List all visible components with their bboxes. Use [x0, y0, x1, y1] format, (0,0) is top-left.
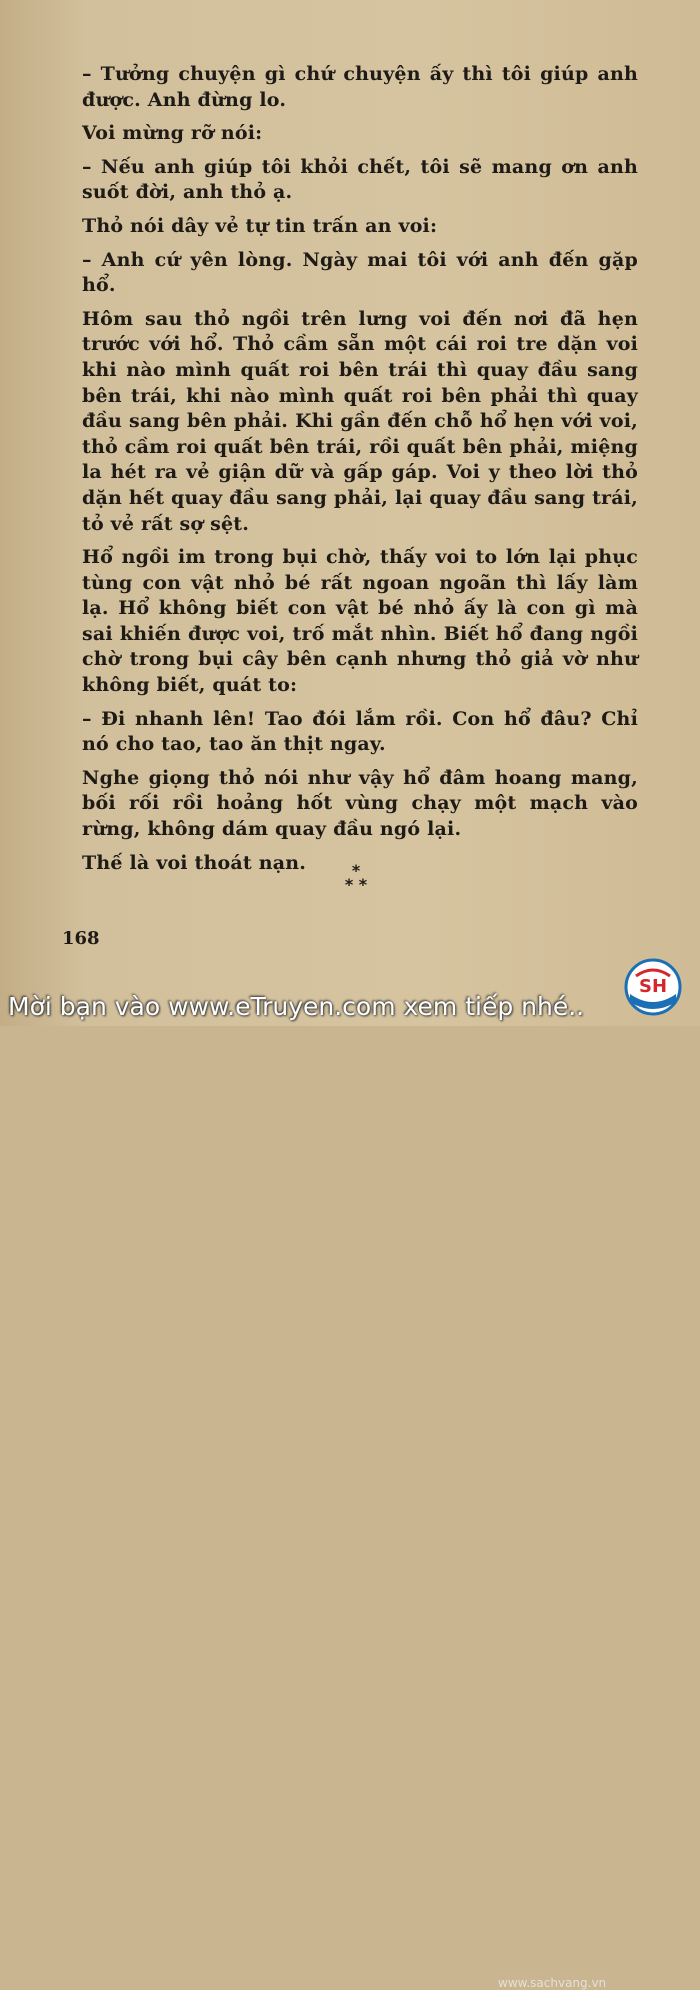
- section-break-asterisks: * * *: [344, 861, 368, 894]
- paragraph-2: Voi mừng rỡ nói:: [82, 122, 263, 145]
- promo-footer: [0, 984, 700, 1990]
- paragraph-3: – Nếu anh giúp tôi khỏi chết, tôi sẽ mang ơn anh suốt đời, anh thỏ ạ.: [82, 155, 638, 204]
- watermark-text: www.sachvang.vn: [498, 1976, 607, 1990]
- paragraph-6: Hôm sau thỏ ngồi trên lưng voi đến nơi đã hẹn trước với hổ. Thỏ cầm sẵn một cái roi tre dặn voi khi nào mình quất roi bên trái thì quay đầu sang bên trái, khi nào mình quất roi bên phải thì quay đầu sang bên phải. Khi gần đến chỗ hổ hẹn với voi, thỏ cầm roi quất bên trái, rồi quất bên phải, miệng la hét ra vẻ giận dữ và gấp gáp. Voi y theo lời thỏ dặn hết quay đầu sang phải, lại quay đầu sang trái, tỏ vẻ rất sợ sệt.: [82, 307, 638, 535]
- paragraph-4: Thỏ nói dây vẻ tự tin trấn an voi:: [82, 214, 438, 237]
- paragraph-10: Thế là voi thoát nạn.: [82, 851, 307, 874]
- paragraph-1: – Tưởng chuyện gì chứ chuyện ấy thì tôi giúp anh được. Anh đừng lo.: [82, 63, 638, 111]
- page-number: 168: [62, 928, 100, 949]
- promo-link[interactable]: Mời bạn vào www.eTruyen.com xem tiếp nhé..: [8, 992, 585, 1021]
- body-text: [82, 62, 638, 876]
- site-logo-icon[interactable]: [624, 958, 682, 1016]
- paragraph-7: Hổ ngồi im trong bụi chờ, thấy voi to lớn lại phục tùng con vật nhỏ bé rất ngoan ngoãn thì lấy làm lạ. Hổ không biết con vật bé nhỏ ấy là con gì mà sai khiến được voi, trố mắt nhìn. Biết hổ đang ngồi chờ trong bụi cây bên cạnh nhưng thỏ giả vờ như không biết, quát to:: [82, 546, 638, 697]
- paragraph-5: – Anh cứ yên lòng. Ngày mai tôi với anh đến gặp hổ.: [82, 248, 638, 297]
- paragraph-8: – Đi nhanh lên! Tao đói lắm rồi. Con hổ đâu? Chỉ nó cho tao, tao ăn thịt ngay.: [82, 707, 638, 756]
- paragraph-9: Nghe giọng thỏ nói như vậy hổ đâm hoang mang, bối rối rồi hoảng hốt vùng chạy một mạch vào rừng, không dám quay đầu ngó lại.: [82, 766, 638, 841]
- logo-text: SH: [638, 976, 668, 997]
